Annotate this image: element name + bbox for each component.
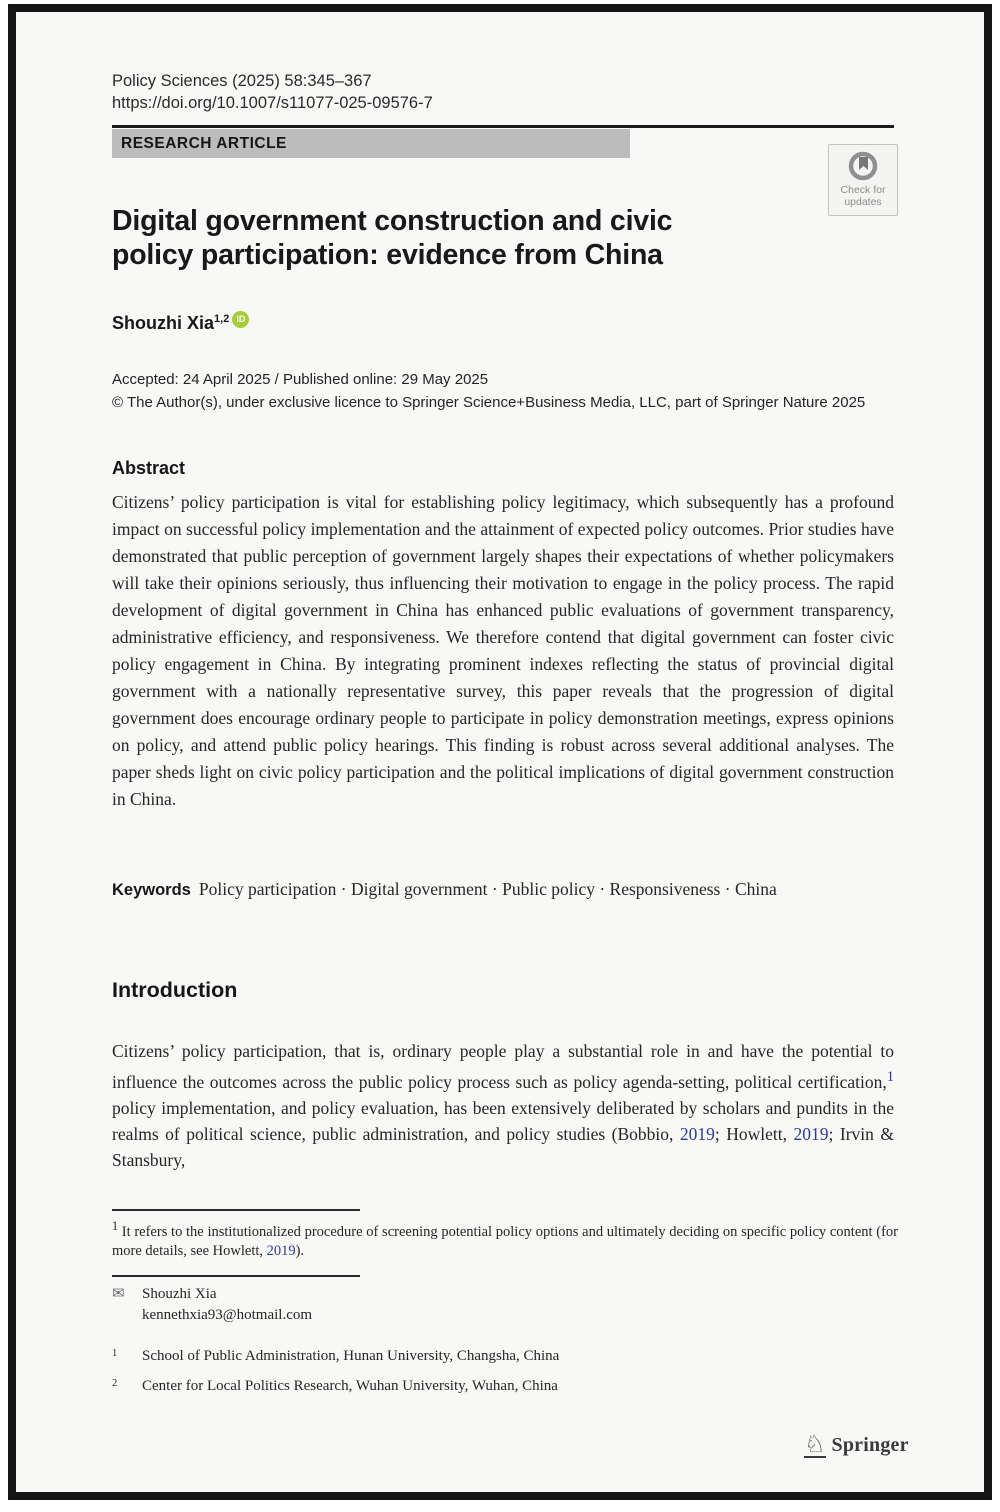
- footnote-citation-link-2019[interactable]: 2019: [266, 1242, 296, 1259]
- introduction-heading: Introduction: [112, 978, 238, 1002]
- journal-header: [112, 70, 433, 114]
- intro-text-4: ; Irvin & Stansbury,: [112, 1123, 894, 1170]
- copyright-line: © The Author(s), under exclusive licence to Springer Science+Business Media, LLC, part of Springer Nature 2025: [112, 394, 866, 411]
- article-type-banner: [112, 129, 630, 158]
- affiliations-block: [112, 1348, 812, 1408]
- abstract-heading: Abstract: [112, 458, 186, 478]
- check-for-updates-label: Check for updates: [840, 184, 886, 208]
- abstract-text: Citizens’ policy participation is vital for establishing policy legitimacy, which subsequently has a profound impact on successful policy implementation and the attainment of expected policy outcomes. Prior studies have demonstrated that public perception of government largely shapes their expectations of whether policymakers will take their opinions seriously, thus influencing their motivation to engage in the policy process. The rapid development of digital government in China has enhanced public evaluations of government transparency, administrative efficiency, and responsiveness. We therefore contend that digital government can foster civic policy engagement in China. By integrating prominent indexes reflecting the status of provincial digital government with a nationally representative survey, this paper reveals that the progression of digital government does encourage ordinary people to participate in policy demonstration meetings, express opinions on policy, and attend public policy hearings. This finding is robust across several additional analyses. The paper sheds light on civic policy participation and the political implications of digital government construction in China.: [112, 492, 894, 809]
- publisher-logo: [804, 1432, 909, 1458]
- header-rule: [112, 125, 894, 128]
- page: [8, 4, 992, 1500]
- article-title: Digital government construction and civic policy participation: evidence from China: [112, 205, 673, 271]
- journal-citation: Policy Sciences (2025) 58:345–367: [112, 72, 372, 90]
- check-for-updates-badge[interactable]: [828, 144, 898, 216]
- intro-text-1: Citizens’ policy participation, that is, ordinary people play a substantial role in and have the potential to influence the outcomes across the public policy process such as policy agenda-setting, political certification,: [112, 1041, 894, 1092]
- citation-link-howlett-2019[interactable]: 2019: [793, 1123, 829, 1144]
- affiliation-2-text: Center for Local Politics Research, Wuhan University, Wuhan, China: [142, 1378, 558, 1394]
- publisher-name: Springer: [831, 1433, 909, 1456]
- footnote-separator: [112, 1209, 360, 1211]
- affiliation-2-mark: 2: [112, 1378, 118, 1389]
- footnote-reference-1[interactable]: 1: [886, 1069, 894, 1085]
- corresponding-author-name: Shouzhi Xia: [142, 1286, 217, 1302]
- affiliation-2: [112, 1378, 812, 1395]
- corresponding-author-email[interactable]: kennethxia93@hotmail.com: [142, 1307, 313, 1323]
- author-name: Shouzhi Xia: [112, 313, 215, 333]
- crossmark-bookmark-icon: [847, 150, 879, 182]
- citation-link-bobbio-2019[interactable]: 2019: [679, 1123, 715, 1144]
- intro-text-3: ; Howlett,: [714, 1123, 794, 1144]
- keywords-block: [112, 876, 894, 903]
- accepted-published-line: Accepted: 24 April 2025 / Published online: 29 May 2025: [112, 371, 489, 388]
- affiliation-1-mark: 1: [112, 1348, 118, 1359]
- correspondence-separator: [112, 1275, 360, 1277]
- article-type-label: RESEARCH ARTICLE: [121, 134, 287, 152]
- springer-knight-icon: ♘: [804, 1430, 826, 1458]
- footnote-1-text: It refers to the institutionalized procedure of screening potential policy options and ultimately deciding on specific policy content (for more details, see Howlett,: [112, 1223, 898, 1259]
- footnote-1: [112, 1217, 898, 1261]
- envelope-icon: ✉: [112, 1286, 125, 1302]
- doi-link[interactable]: https://doi.org/10.1007/s11077-025-09576-7: [112, 94, 433, 112]
- keywords-list: Policy participation · Digital government · Public policy · Responsiveness · China: [198, 879, 777, 899]
- author-line: [112, 311, 249, 334]
- publication-dates: [112, 368, 865, 414]
- author-affiliation-marks: 1,2: [214, 313, 230, 325]
- correspondence-block: [112, 1284, 812, 1326]
- keywords-label: Keywords: [112, 881, 191, 899]
- intro-text-2: policy implementation, and policy evaluation, has been extensively deliberated by scholars and pundits in the realms of political science, public administration, and policy studies (Bobbio,: [112, 1097, 894, 1144]
- footnote-1-text-end: ).: [295, 1242, 305, 1259]
- footnote-1-mark: 1: [112, 1219, 119, 1233]
- introduction-paragraph: [112, 1038, 894, 1173]
- affiliation-1-text: School of Public Administration, Hunan University, Changsha, China: [142, 1348, 560, 1364]
- affiliation-1: [112, 1348, 812, 1365]
- orcid-icon[interactable]: iD: [232, 311, 249, 328]
